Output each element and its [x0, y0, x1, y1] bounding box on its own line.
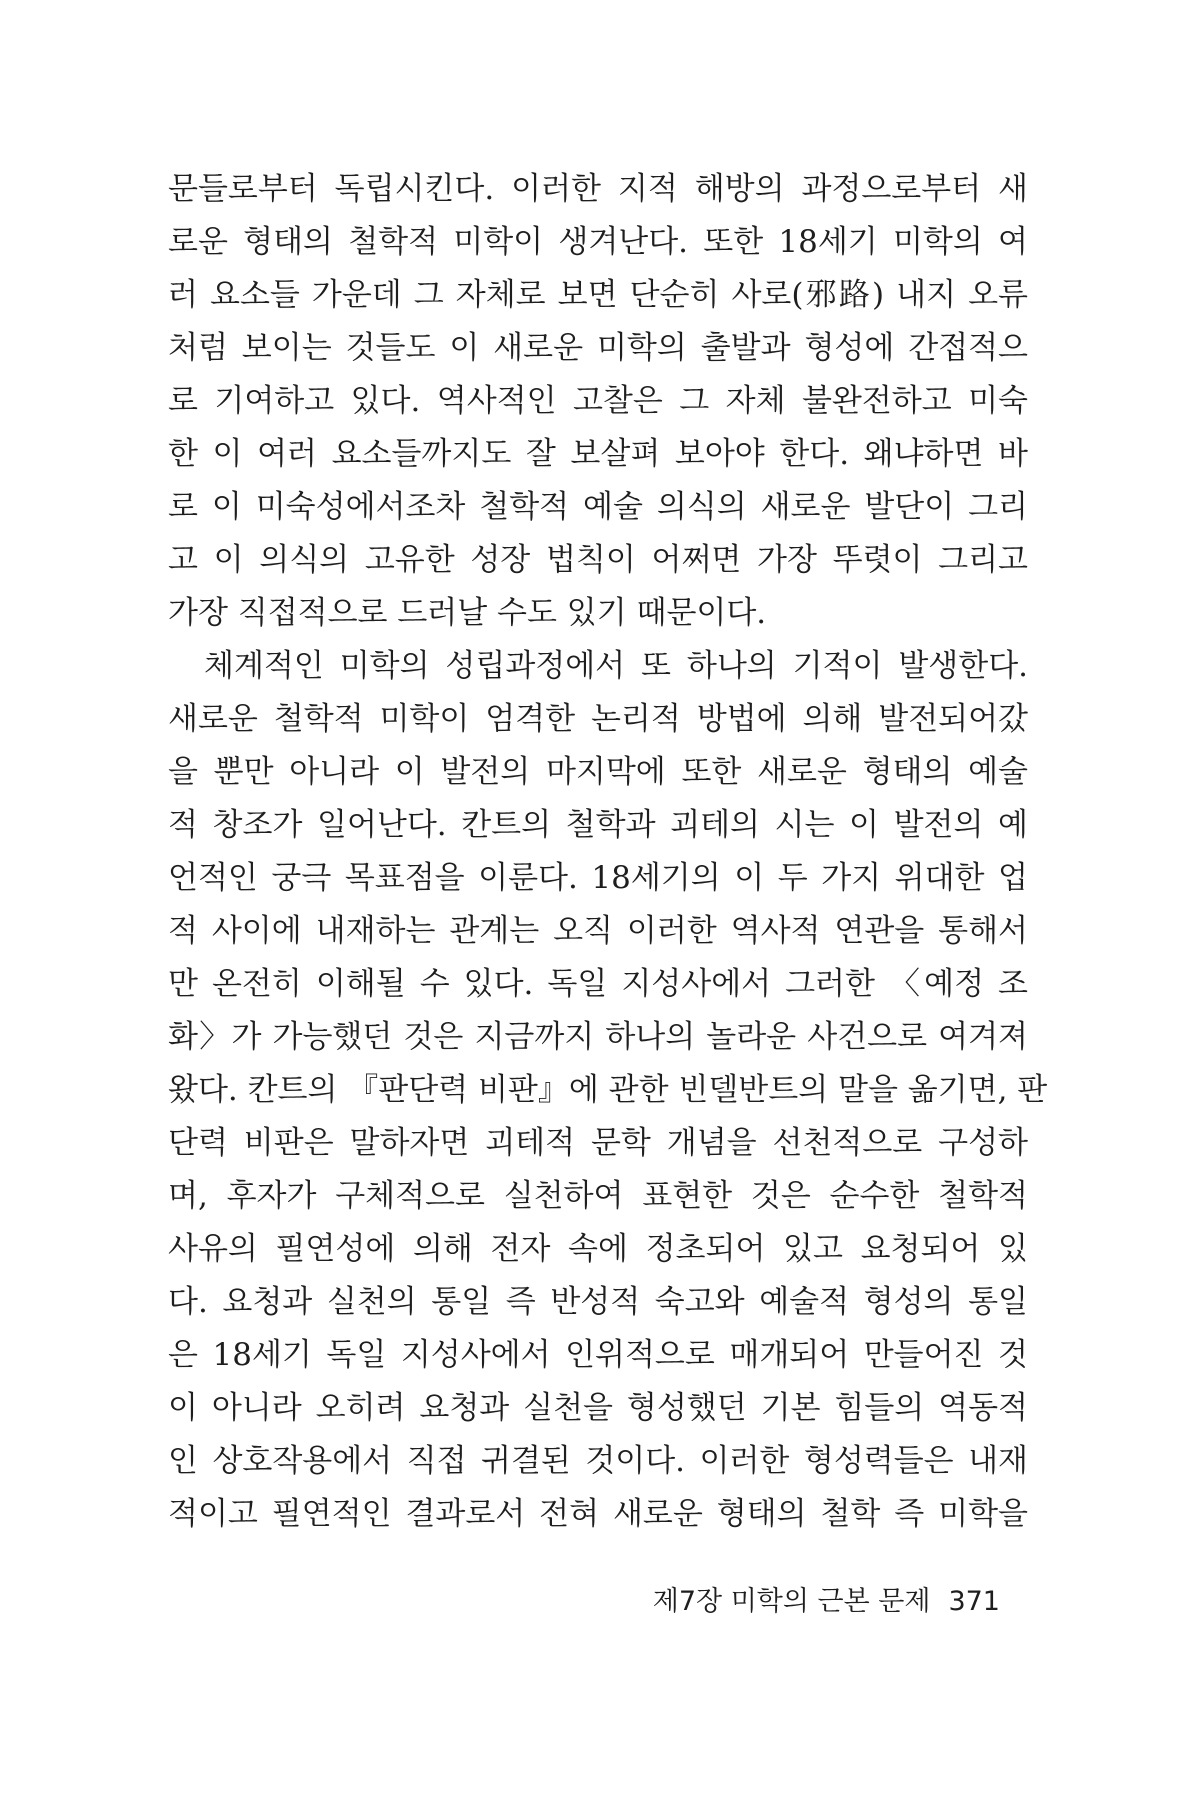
text-line: 화〉가 가능했던 것은 지금까지 하나의 놀라운 사건으로 여겨져 [168, 1019, 1028, 1055]
running-footer [640, 1582, 1000, 1622]
text-line: 문들로부터 독립시킨다. 이러한 지적 해방의 과정으로부터 새 [168, 171, 1028, 207]
text-line: 적 창조가 일어난다. 칸트의 철학과 괴테의 시는 이 발전의 예 [168, 807, 1028, 843]
text-line: 만 온전히 이해될 수 있다. 독일 지성사에서 그러한 〈예정 조 [168, 966, 1028, 1002]
body-text [168, 163, 1048, 1541]
text-line: 체계적인 미학의 성립과정에서 또 하나의 기적이 발생한다. [204, 648, 1028, 684]
text-line: 인 상호작용에서 직접 귀결된 것이다. 이러한 형성력들은 내재 [168, 1443, 1028, 1479]
text-line: 로 이 미숙성에서조차 철학적 예술 의식의 새로운 발단이 그리 [168, 489, 1028, 525]
text-line: 한 이 여러 요소들까지도 잘 보살펴 보아야 한다. 왜냐하면 바 [168, 436, 1028, 472]
text-line: 다. 요청과 실천의 통일 즉 반성적 숙고와 예술적 형성의 통일 [168, 1284, 1028, 1320]
text-line: 처럼 보이는 것들도 이 새로운 미학의 출발과 형성에 간접적으 [168, 330, 1028, 366]
text-line: 사유의 필연성에 의해 전자 속에 정초되어 있고 요청되어 있 [168, 1231, 1028, 1267]
text-line: 이 아니라 오히려 요청과 실천을 형성했던 기본 힘들의 역동적 [168, 1390, 1028, 1426]
text-line: 로운 형태의 철학적 미학이 생겨난다. 또한 18세기 미학의 여 [168, 224, 1028, 260]
text-line: 고 이 의식의 고유한 성장 법칙이 어쩌면 가장 뚜렷이 그리고 [168, 542, 1028, 578]
text-line: 러 요소들 가운데 그 자체로 보면 단순히 사로(邪路) 내지 오류 [168, 277, 1028, 313]
text-line: 적 사이에 내재하는 관계는 오직 이러한 역사적 연관을 통해서 [168, 913, 1028, 949]
text-line: 은 18세기 독일 지성사에서 인위적으로 매개되어 만들어진 것 [168, 1337, 1028, 1373]
text-line: 로 기여하고 있다. 역사적인 고찰은 그 자체 불완전하고 미숙 [168, 383, 1028, 419]
text-line: 단력 비판은 말하자면 괴테적 문학 개념을 선천적으로 구성하 [168, 1125, 1028, 1161]
text-line: 새로운 철학적 미학이 엄격한 논리적 방법에 의해 발전되어갔 [168, 701, 1028, 737]
text-line: 적이고 필연적인 결과로서 전혀 새로운 형태의 철학 즉 미학을 [168, 1496, 1028, 1532]
text-line: 을 뿐만 아니라 이 발전의 마지막에 또한 새로운 형태의 예술 [168, 754, 1028, 790]
paragraph-1 [168, 163, 1028, 640]
text-line: 며, 후자가 구체적으로 실천하여 표현한 것은 순수한 철학적 [168, 1178, 1028, 1214]
text-line: 언적인 궁극 목표점을 이룬다. 18세기의 이 두 가지 위대한 업 [168, 860, 1028, 896]
page-number: 371 [948, 1586, 1000, 1617]
text-line: 가장 직접적으로 드러날 수도 있기 때문이다. [168, 595, 767, 631]
running-title: 제7장 미학의 근본 문제 [652, 1586, 931, 1617]
paragraph-2 [168, 640, 1048, 1541]
text-line: 왔다. 칸트의 『판단력 비판』에 관한 빈델반트의 말을 옮기면, 판 [168, 1072, 1048, 1108]
